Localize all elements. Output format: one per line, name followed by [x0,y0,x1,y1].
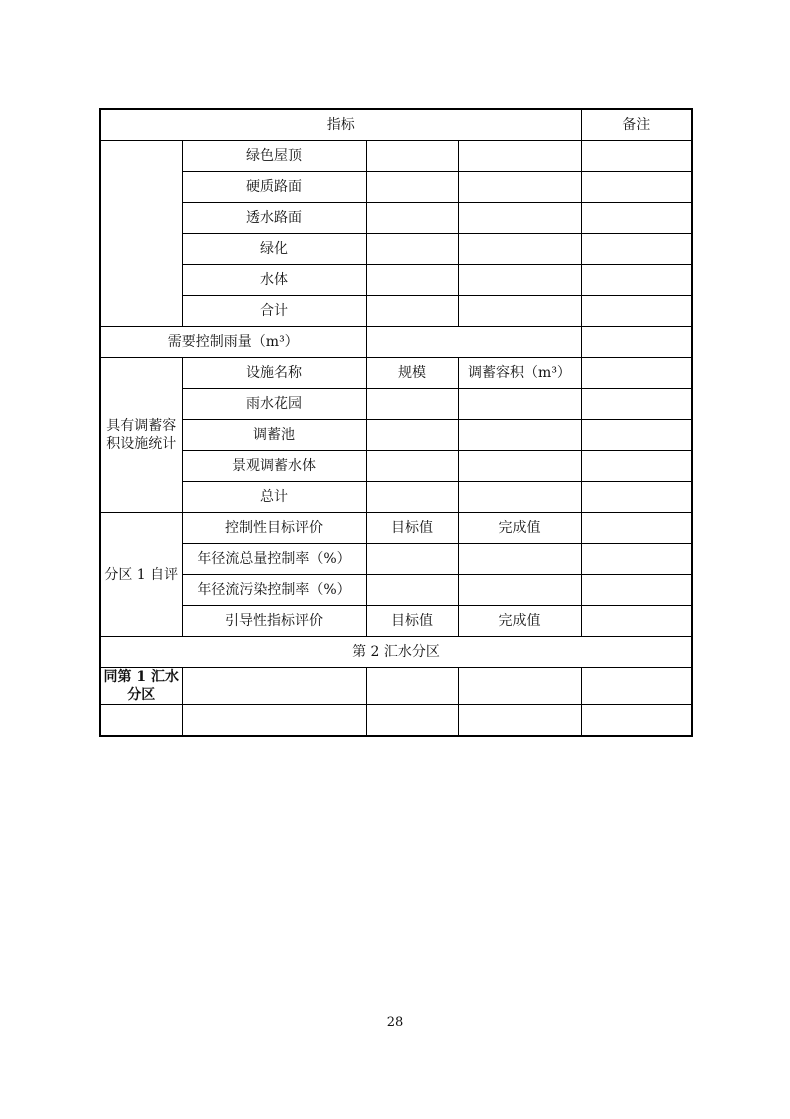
storage-item: 总计 [182,482,366,513]
header-row [100,109,692,141]
empty-cell [366,327,581,358]
empty-cell [581,265,692,296]
eval-label: 年径流污染控制率（%） [182,575,366,606]
required-rain-row [100,327,692,358]
empty-cell [366,482,458,513]
empty-cell [366,265,458,296]
eval-target [366,544,458,575]
empty-cell [182,705,366,737]
empty-cell [581,513,692,544]
table-row [100,575,692,606]
empty-cell [581,172,692,203]
empty-cell [458,203,581,234]
empty-cell [581,296,692,327]
empty-cell [458,265,581,296]
indicator-table [99,108,693,737]
empty-cell [581,668,692,705]
empty-cell [458,451,581,482]
zone2-title: 第 2 汇水分区 [100,637,692,668]
table-row [100,668,692,705]
surface-item: 透水路面 [182,203,366,234]
storage-group-label: 具有调蓄容积设施统计 [100,358,182,513]
empty-cell [581,141,692,172]
table-row [100,358,692,389]
table-row [100,606,692,637]
table-row [100,234,692,265]
empty-cell [366,389,458,420]
header-indicator: 指标 [100,109,581,141]
zone2-title-row [100,637,692,668]
table-row [100,296,692,327]
table-row [100,451,692,482]
empty-cell [581,389,692,420]
empty-cell [458,420,581,451]
storage-header-name: 设施名称 [182,358,366,389]
empty-cell [581,482,692,513]
empty-cell [458,234,581,265]
empty-cell [581,203,692,234]
table-row [100,420,692,451]
surface-item: 水体 [182,265,366,296]
surface-item: 硬质路面 [182,172,366,203]
storage-header-volume: 调蓄容积（m³） [458,358,581,389]
table-row [100,482,692,513]
empty-cell [458,668,581,705]
table-row [100,389,692,420]
empty-cell [366,234,458,265]
eval-target: 目标值 [366,513,458,544]
empty-cell [581,358,692,389]
empty-cell [366,296,458,327]
storage-item: 雨水花园 [182,389,366,420]
surface-item: 绿化 [182,234,366,265]
eval-done [458,544,581,575]
page-number: 28 [386,1015,404,1030]
empty-cell [581,451,692,482]
empty-cell [182,668,366,705]
header-remarks: 备注 [581,109,692,141]
empty-cell [458,705,581,737]
surface-item: 绿色屋顶 [182,141,366,172]
empty-cell [366,420,458,451]
empty-cell [366,668,458,705]
empty-cell [366,705,458,737]
empty-cell [100,705,182,737]
eval-done: 完成值 [458,606,581,637]
required-rain-label: 需要控制雨量（m³） [100,327,366,358]
surface-group-cell [100,141,182,327]
empty-cell [458,482,581,513]
storage-header-scale: 规模 [366,358,458,389]
empty-cell [581,544,692,575]
empty-cell [581,606,692,637]
empty-cell [581,575,692,606]
empty-cell [581,327,692,358]
table-row [100,513,692,544]
empty-cell [458,172,581,203]
eval-label: 控制性目标评价 [182,513,366,544]
storage-item: 调蓄池 [182,420,366,451]
empty-cell [458,141,581,172]
table-row [100,203,692,234]
storage-item: 景观调蓄水体 [182,451,366,482]
eval-label: 引导性指标评价 [182,606,366,637]
eval-label: 年径流总量控制率（%） [182,544,366,575]
table-row [100,172,692,203]
empty-cell [366,141,458,172]
empty-cell [366,203,458,234]
surface-item: 合计 [182,296,366,327]
zone2-same-label: 同第 1 汇水分区 [100,668,182,705]
empty-cell [458,389,581,420]
empty-cell [581,420,692,451]
eval-done: 完成值 [458,513,581,544]
empty-cell [366,172,458,203]
eval-group-label: 分区 1 自评 [100,513,182,637]
empty-cell [581,234,692,265]
table-row [100,141,692,172]
table-row [100,265,692,296]
empty-cell [581,705,692,737]
table-row [100,544,692,575]
empty-cell [366,451,458,482]
eval-done [458,575,581,606]
eval-target: 目标值 [366,606,458,637]
eval-target [366,575,458,606]
table-row [100,705,692,737]
empty-cell [458,296,581,327]
